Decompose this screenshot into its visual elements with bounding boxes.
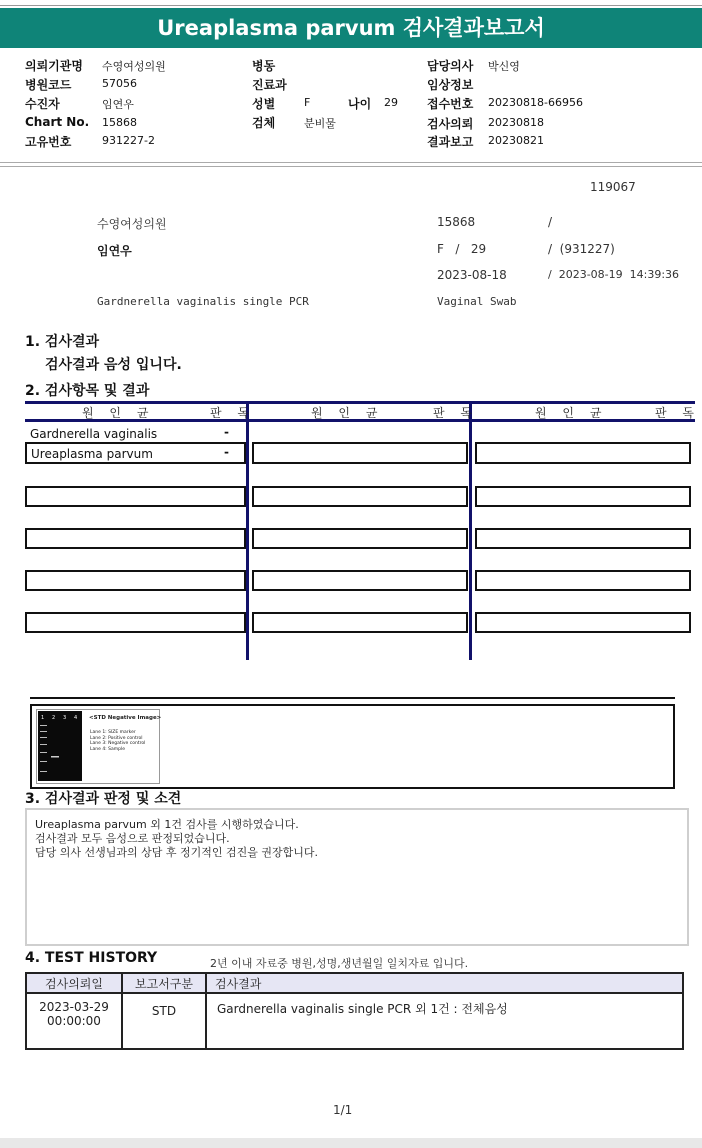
specimen-value: 분비물 bbox=[304, 117, 336, 130]
result-cell-empty bbox=[252, 486, 468, 507]
gel-lane-2: 2 bbox=[52, 715, 56, 721]
history-col-result: 검사결과 bbox=[206, 973, 683, 993]
section4-heading: 4. TEST HISTORY bbox=[25, 950, 158, 966]
gel-legend-item: Lane 3: Negative control bbox=[90, 741, 146, 746]
ward-label: 병동 bbox=[252, 59, 276, 73]
unique-no-value: 931227-2 bbox=[102, 134, 155, 147]
hospital-name-label: 의뢰기관명 bbox=[25, 59, 83, 73]
history-header-row bbox=[26, 973, 683, 993]
result-cell-empty bbox=[25, 528, 246, 549]
summary-specimen: Vaginal Swab bbox=[437, 295, 517, 308]
summary-slash: / bbox=[548, 215, 553, 229]
gel-title: <STD Negative Image> bbox=[89, 715, 162, 721]
unique-no-label: 고유번호 bbox=[25, 135, 72, 149]
result-value-1: - bbox=[224, 425, 229, 439]
history-type: STD bbox=[122, 993, 206, 1049]
section1-result: 검사결과 음성 입니다. bbox=[45, 357, 182, 373]
result-name-1: Gardnerella vaginalis bbox=[30, 427, 158, 441]
summary-hospital: 수영여성의원 bbox=[97, 217, 167, 231]
history-note: 2년 이내 자료중 병원,성명,생년월일 일치자료 입니다. bbox=[210, 957, 469, 970]
result-cell-empty bbox=[25, 612, 246, 633]
col-judgement-3: 판 독 bbox=[655, 406, 700, 420]
col-organism-2: 원 인 균 bbox=[311, 406, 384, 420]
doctor-label: 담당의사 bbox=[427, 59, 474, 73]
result-cell-empty bbox=[475, 570, 691, 591]
col-organism-1: 원 인 균 bbox=[82, 406, 155, 420]
section1-heading: 1. 검사결과 bbox=[25, 334, 100, 350]
report-date-label: 결과보고 bbox=[427, 135, 474, 149]
doctor-value: 박신영 bbox=[488, 60, 520, 73]
age-value: 29 bbox=[384, 96, 398, 109]
result-cell-empty bbox=[252, 442, 468, 464]
gel-legend-item: Lane 1: SIZE marker bbox=[90, 730, 136, 735]
request-date-label: 검사의뢰 bbox=[427, 117, 474, 131]
specimen-label: 검체 bbox=[252, 116, 276, 130]
report-date-value: 20230821 bbox=[488, 134, 544, 147]
gel-legend bbox=[90, 730, 145, 752]
summary-test-name: Gardnerella vaginalis single PCR bbox=[97, 295, 309, 308]
history-col-type: 보고서구분 bbox=[122, 973, 206, 993]
col-judgement-1: 판 독 bbox=[210, 406, 255, 420]
col-organism-3: 원 인 균 bbox=[535, 406, 608, 420]
gel-lane-3: 3 bbox=[63, 715, 67, 721]
patient-label: 수진자 bbox=[25, 97, 60, 111]
table-row bbox=[26, 993, 683, 1049]
history-table bbox=[25, 972, 684, 1050]
report-code: 119067 bbox=[590, 180, 636, 194]
gel-lane-1: 1 bbox=[41, 715, 45, 721]
gel-lane-4: 4 bbox=[74, 715, 78, 721]
dept-label: 진료과 bbox=[252, 78, 287, 92]
result-name-2: Ureaplasma parvum bbox=[31, 447, 153, 461]
history-date: 2023-03-29 bbox=[39, 1000, 109, 1014]
sex-label: 성별 bbox=[252, 97, 276, 111]
report-title: Ureaplasma parvum 검사결과보고서 bbox=[0, 8, 702, 48]
gel-top-rule bbox=[30, 697, 675, 699]
result-cell-empty bbox=[252, 612, 468, 633]
history-time: 00:00:00 bbox=[47, 1014, 101, 1028]
footer-bar bbox=[0, 1138, 702, 1148]
clinical-info-label: 임상정보 bbox=[427, 78, 474, 92]
sex-value: F bbox=[304, 96, 311, 109]
summary-chart: 15868 bbox=[437, 215, 476, 229]
summary-report-datetime: / 2023-08-19 14:39:36 bbox=[548, 268, 680, 281]
summary-patient: 임연우 bbox=[97, 244, 132, 258]
chart-no-value: 15868 bbox=[102, 116, 137, 129]
opinion-line: 담당 의사 선생님과의 상담 후 정기적인 검진을 권장합니다. bbox=[35, 846, 318, 859]
history-col-date: 검사의뢰일 bbox=[26, 973, 122, 993]
result-cell-empty bbox=[475, 612, 691, 633]
gel-electrophoresis-image bbox=[38, 711, 82, 781]
chart-no-label: Chart No. bbox=[25, 115, 90, 129]
result-cell-empty bbox=[475, 528, 691, 549]
top-rule bbox=[0, 5, 702, 6]
age-label: 나이 bbox=[348, 97, 372, 111]
result-cell-empty bbox=[252, 570, 468, 591]
section3-heading: 3. 검사결과 판정 및 소견 bbox=[25, 791, 182, 807]
result-cell-empty bbox=[252, 528, 468, 549]
result-cell-empty bbox=[25, 570, 246, 591]
section2-heading: 2. 검사항목 및 결과 bbox=[25, 383, 150, 399]
result-value-2: - bbox=[224, 445, 229, 459]
summary-collect-date: 2023-08-18 bbox=[437, 268, 507, 282]
header-divider-2 bbox=[0, 166, 702, 167]
results-divider-2 bbox=[469, 401, 472, 660]
hospital-code-value: 57056 bbox=[102, 77, 137, 90]
page-number: 1/1 bbox=[333, 1103, 353, 1117]
summary-birth: / (931227) bbox=[548, 242, 615, 256]
hospital-code-label: 병원코드 bbox=[25, 78, 72, 92]
history-result: Gardnerella vaginalis single PCR 외 1건 : 전체음성 bbox=[206, 993, 683, 1049]
result-cell-empty bbox=[475, 442, 691, 464]
header-divider bbox=[0, 162, 702, 163]
results-divider-1 bbox=[246, 401, 249, 660]
gel-legend-item: Lane 2: Positive control bbox=[90, 735, 143, 741]
result-cell-empty bbox=[25, 486, 246, 507]
patient-value: 임연우 bbox=[102, 98, 134, 111]
request-date-value: 20230818 bbox=[488, 116, 544, 129]
result-cell-empty bbox=[475, 486, 691, 507]
receipt-no-label: 접수번호 bbox=[427, 97, 474, 111]
history-date-cell bbox=[26, 993, 122, 1049]
opinion-line: 검사결과 모두 음성으로 판정되었습니다. bbox=[35, 832, 230, 845]
hospital-name-value: 수영여성의원 bbox=[102, 60, 166, 73]
gel-legend-item: Lane 4: Sample bbox=[90, 746, 125, 752]
col-judgement-2: 판 독 bbox=[433, 406, 478, 420]
opinion-box bbox=[25, 808, 689, 946]
summary-sex-age: F / 29 bbox=[437, 242, 487, 256]
receipt-no-value: 20230818-66956 bbox=[488, 96, 583, 109]
opinion-line: Ureaplasma parvum 외 1건 검사를 시행하였습니다. bbox=[35, 818, 299, 831]
